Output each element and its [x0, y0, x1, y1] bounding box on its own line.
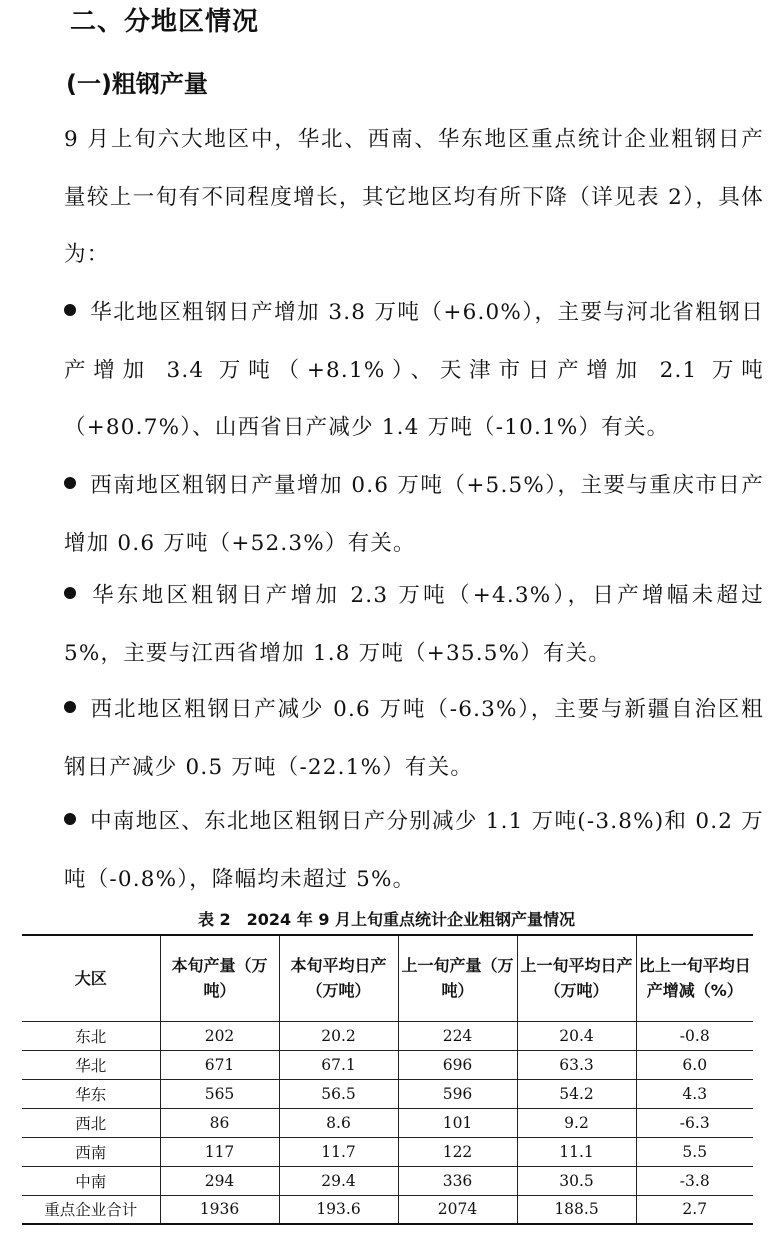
cell-current-daily-avg: 29.4: [279, 1166, 398, 1195]
cell-previous-daily-avg: 11.1: [517, 1137, 636, 1166]
cell-current-daily-avg: 56.5: [279, 1079, 398, 1108]
bullet-item-north: [14, 284, 764, 457]
cell-current-daily-avg: 193.6: [279, 1195, 398, 1224]
cell-change-percent: 6.0: [636, 1050, 753, 1079]
cell-previous-daily-avg: 9.2: [517, 1108, 636, 1137]
table-row: [22, 1137, 753, 1166]
cell-current-daily-avg: 8.6: [279, 1108, 398, 1137]
bullet-icon: [64, 701, 76, 713]
cell-change-percent: 5.5: [636, 1137, 753, 1166]
cell-change-percent: -0.8: [636, 1021, 753, 1050]
bullet-text: 西南地区粗钢日产量增加 0.6 万吨（+5.5%），主要与重庆市日产增加 0.6 万吨（+52.3%）有关。: [64, 473, 764, 556]
bullet-text: 中南地区、东北地区粗钢日产分别减少 1.1 万吨(-3.8%)和 0.2 万吨（-0.8%），降幅均未超过 5%。: [64, 809, 764, 892]
table-row: [22, 1195, 753, 1224]
cell-previous-output: 2074: [398, 1195, 517, 1224]
table-row: [22, 1108, 753, 1137]
subsection-title: (一)粗钢产量: [66, 70, 208, 98]
cell-current-daily-avg: 67.1: [279, 1050, 398, 1079]
cell-previous-daily-avg: 188.5: [517, 1195, 636, 1224]
table-caption: 表 2 2024 年 9 月上旬重点统计企业粗钢产量情况: [197, 910, 576, 929]
cell-region: 华东: [22, 1079, 160, 1108]
cell-current-output: 671: [160, 1050, 279, 1079]
cell-previous-output: 122: [398, 1137, 517, 1166]
cell-change-percent: 4.3: [636, 1079, 753, 1108]
cell-current-output: 565: [160, 1079, 279, 1108]
cell-previous-output: 101: [398, 1108, 517, 1137]
cell-current-daily-avg: 20.2: [279, 1021, 398, 1050]
cell-previous-daily-avg: 63.3: [517, 1050, 636, 1079]
table-header-row: [22, 935, 753, 1021]
cell-previous-output: 336: [398, 1166, 517, 1195]
cell-current-daily-avg: 11.7: [279, 1137, 398, 1166]
cell-region: 重点企业合计: [22, 1195, 160, 1224]
cell-region: 东北: [22, 1021, 160, 1050]
cell-previous-daily-avg: 20.4: [517, 1021, 636, 1050]
bullet-icon: [64, 813, 76, 825]
cell-previous-output: 696: [398, 1050, 517, 1079]
intro-paragraph: [14, 111, 764, 284]
cell-region: 西北: [22, 1108, 160, 1137]
cell-region: 中南: [22, 1166, 160, 1195]
intro-text: 9 月上旬六大地区中，华北、西南、华东地区重点统计企业粗钢日产量较上一旬有不同程度增长，其它地区均有所下降（详见表 2），具体为：: [64, 127, 764, 267]
header-previous-output: 上一旬产量（万吨）: [398, 935, 517, 1021]
cell-change-percent: 2.7: [636, 1195, 753, 1224]
steel-output-table: [22, 934, 753, 1225]
header-region: 大区: [22, 935, 160, 1021]
table-row: [22, 1166, 753, 1195]
cell-change-percent: -3.8: [636, 1166, 753, 1195]
bullet-item-southwest: [14, 457, 764, 572]
section-title: 二、分地区情况: [70, 7, 260, 37]
cell-current-output: 202: [160, 1021, 279, 1050]
cell-region: 西南: [22, 1137, 160, 1166]
bullet-text: 华东地区粗钢日产增加 2.3 万吨（+4.3%），日产增幅未超过 5%，主要与江西省增加 1.8 万吨（+35.5%）有关。: [64, 583, 764, 666]
cell-region: 华北: [22, 1050, 160, 1079]
bullet-icon: [64, 477, 76, 489]
header-current-output: 本旬产量（万吨）: [160, 935, 279, 1021]
cell-current-output: 294: [160, 1166, 279, 1195]
table-row: [22, 1050, 753, 1079]
cell-current-output: 86: [160, 1108, 279, 1137]
header-previous-daily-avg: 上一旬平均日产（万吨）: [517, 935, 636, 1021]
bullet-text: 华北地区粗钢日产增加 3.8 万吨（+6.0%），主要与河北省粗钢日产增加 3.4 万吨（+8.1%）、天津市日产增加 2.1 万吨（+80.7%）、山西省日产减少 1.4 万吨（-10.1%）有关。: [64, 300, 764, 440]
cell-previous-daily-avg: 54.2: [517, 1079, 636, 1108]
cell-previous-daily-avg: 30.5: [517, 1166, 636, 1195]
header-current-daily-avg: 本旬平均日产（万吨）: [279, 935, 398, 1021]
cell-current-output: 1936: [160, 1195, 279, 1224]
bullet-item-northwest: [14, 681, 764, 796]
table-row: [22, 1021, 753, 1050]
bullet-icon: [64, 304, 76, 316]
bullet-item-east: [14, 567, 764, 682]
header-change-percent: 比上一旬平均日产增减（%）: [636, 935, 753, 1021]
bullet-item-central-south: [14, 793, 764, 908]
bullet-icon: [64, 587, 76, 599]
cell-previous-output: 224: [398, 1021, 517, 1050]
table-row: [22, 1079, 753, 1108]
cell-change-percent: -6.3: [636, 1108, 753, 1137]
bullet-text: 西北地区粗钢日产减少 0.6 万吨（-6.3%），主要与新疆自治区粗钢日产减少 0.5 万吨（-22.1%）有关。: [64, 697, 764, 780]
cell-previous-output: 596: [398, 1079, 517, 1108]
cell-current-output: 117: [160, 1137, 279, 1166]
